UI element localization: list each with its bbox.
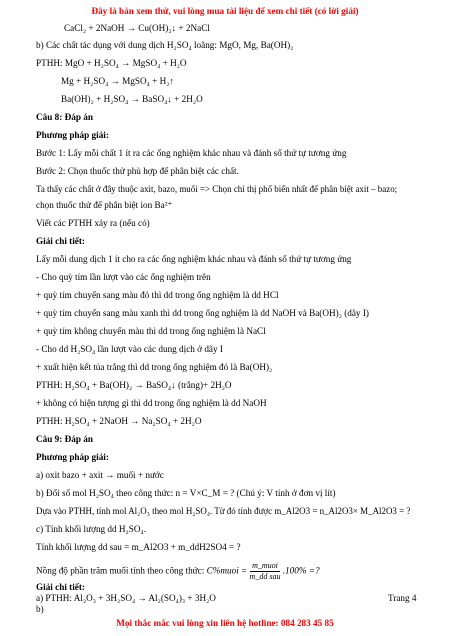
text-line: + xuất hiện kết tủa trắng thì dd trong ống nghiệm đó là Ba(OH)₂ — [36, 362, 273, 372]
question-heading: Câu 8: Đáp án — [36, 112, 93, 122]
formula-numerator: m_muoi — [250, 561, 281, 572]
text-line: Ta thấy các chất ở đây thuộc axit, bazo, muối => Chọn chỉ thị phổ biến nhất để phân biệt axit – bazo; — [36, 184, 398, 194]
formula-intro: Nồng độ phần trăm muối tính theo công thức: — [36, 565, 205, 576]
equation-line: PTHH: H₂SO₄ + Ba(OH)₂ → BaSO₄↓ (trắng)+ 2H₂O — [36, 380, 232, 390]
text-line: Bước 1: Lấy mỗi chất 1 ít ra các ống nghiệm khác nhau và đánh số thứ tự tương ứng — [36, 148, 347, 158]
text-line: b) Đổi số mol H₂SO₄ theo công thức: n = V×C_M = ? (Chú ý: V tính ở đơn vị lít) — [36, 488, 336, 498]
equation-line: PTHH: MgO + H₂SO₄ → MgSO₄ + H₂O — [36, 58, 187, 68]
text-line: + không có hiện tượng gì thì dd trong ống nghiệm là dd NaOH — [36, 398, 267, 408]
text-line: Tính khối lượng dd sau = m_Al2O3 + m_ddH2SO4 = ? — [36, 542, 241, 552]
equation-line: Mg + H₂SO₄ → MgSO₄ + H₂↑ — [61, 76, 175, 86]
equation-line: CaCl₂ + 2NaOH → Cu(OH)₂↓ + 2NaCl — [64, 23, 210, 33]
equation-line: Ba(OH)₂ + H₂SO₄ → BaSO₄↓ + 2H₂O — [61, 94, 203, 104]
text-line: chọn thuốc thử để phân biệt ion Ba²⁺ — [36, 200, 173, 210]
hotline-footer: Mọi thắc mắc vui lòng xin liên hệ hotline: 084 283 45 85 — [116, 618, 334, 628]
section-heading: Giải chi tiết: — [36, 582, 85, 592]
section-heading: Giải chi tiết: — [36, 236, 85, 246]
text-line: a) oxit bazo + axit → muối + nước — [36, 470, 164, 480]
section-heading: Phương pháp giải: — [36, 452, 109, 462]
text-line: b) — [36, 604, 44, 614]
text-line: - Cho quỳ tím lần lượt vào các ống nghiệm trên — [36, 272, 211, 282]
text-line: c) Tính khối lượng dd H₂SO₄. — [36, 524, 146, 534]
text-line: + quỳ tím chuyển sang màu xanh thì dd trong ống nghiệm là dd NaOH và Ba(OH)₂ (dãy I) — [36, 308, 369, 318]
text-line: Bước 2: Chọn thuốc thử phù hợp để phân biệt các chất. — [36, 166, 239, 176]
formula-rhs: .100% =? — [282, 565, 320, 576]
formula-line — [36, 561, 320, 582]
equation-line: PTHH: H₂SO₄ + 2NaOH → Na₂SO₄ + 2H₂O — [36, 416, 202, 426]
text-line: - Cho dd H₂SO₄ lần lượt vào các dung dịch ở dãy I — [36, 344, 223, 354]
text-line: b) Các chất tác dụng với dung dịch H₂SO₄ loãng: MgO, Mg, Ba(OH)₂ — [36, 40, 294, 50]
text-line: + quỳ tím chuyển sang màu đỏ thì dd trong ống nghiệm là dd HCl — [36, 290, 279, 300]
text-line: Viết các PTHH xảy ra (nếu có) — [36, 218, 150, 228]
text-line: + quỳ tím không chuyển màu thì dd trong ống nghiệm là NaCl — [36, 326, 266, 336]
text-line: Lấy mỗi dung dịch 1 ít cho ra các ống nghiệm khác nhau và đánh số thứ tự tương ứng — [36, 254, 352, 264]
page-number: Trang 4 — [388, 593, 417, 603]
equation-line: a) PTHH: Al₂O₃ + 3H₂SO₄ → Al₂(SO₄)₃ + 3H₂O — [36, 593, 216, 603]
text-line: Dựa vào PTHH, tính mol Al₂O₃ theo mol H₂SO₄. Từ đó tính được m_Al2O3 = n_Al2O3× M_Al2O3 = ? — [36, 506, 411, 516]
formula-denominator: m_dd sau — [249, 572, 281, 581]
section-heading: Phương pháp giải: — [36, 130, 109, 140]
preview-notice-header: Đây là bản xem thử, vui lòng mua tài liệu để xem chi tiết (có lời giải) — [91, 6, 359, 16]
formula-lhs: C%muoi = — [206, 565, 248, 576]
question-heading: Câu 9: Đáp án — [36, 434, 93, 444]
formula-fraction — [250, 561, 281, 582]
